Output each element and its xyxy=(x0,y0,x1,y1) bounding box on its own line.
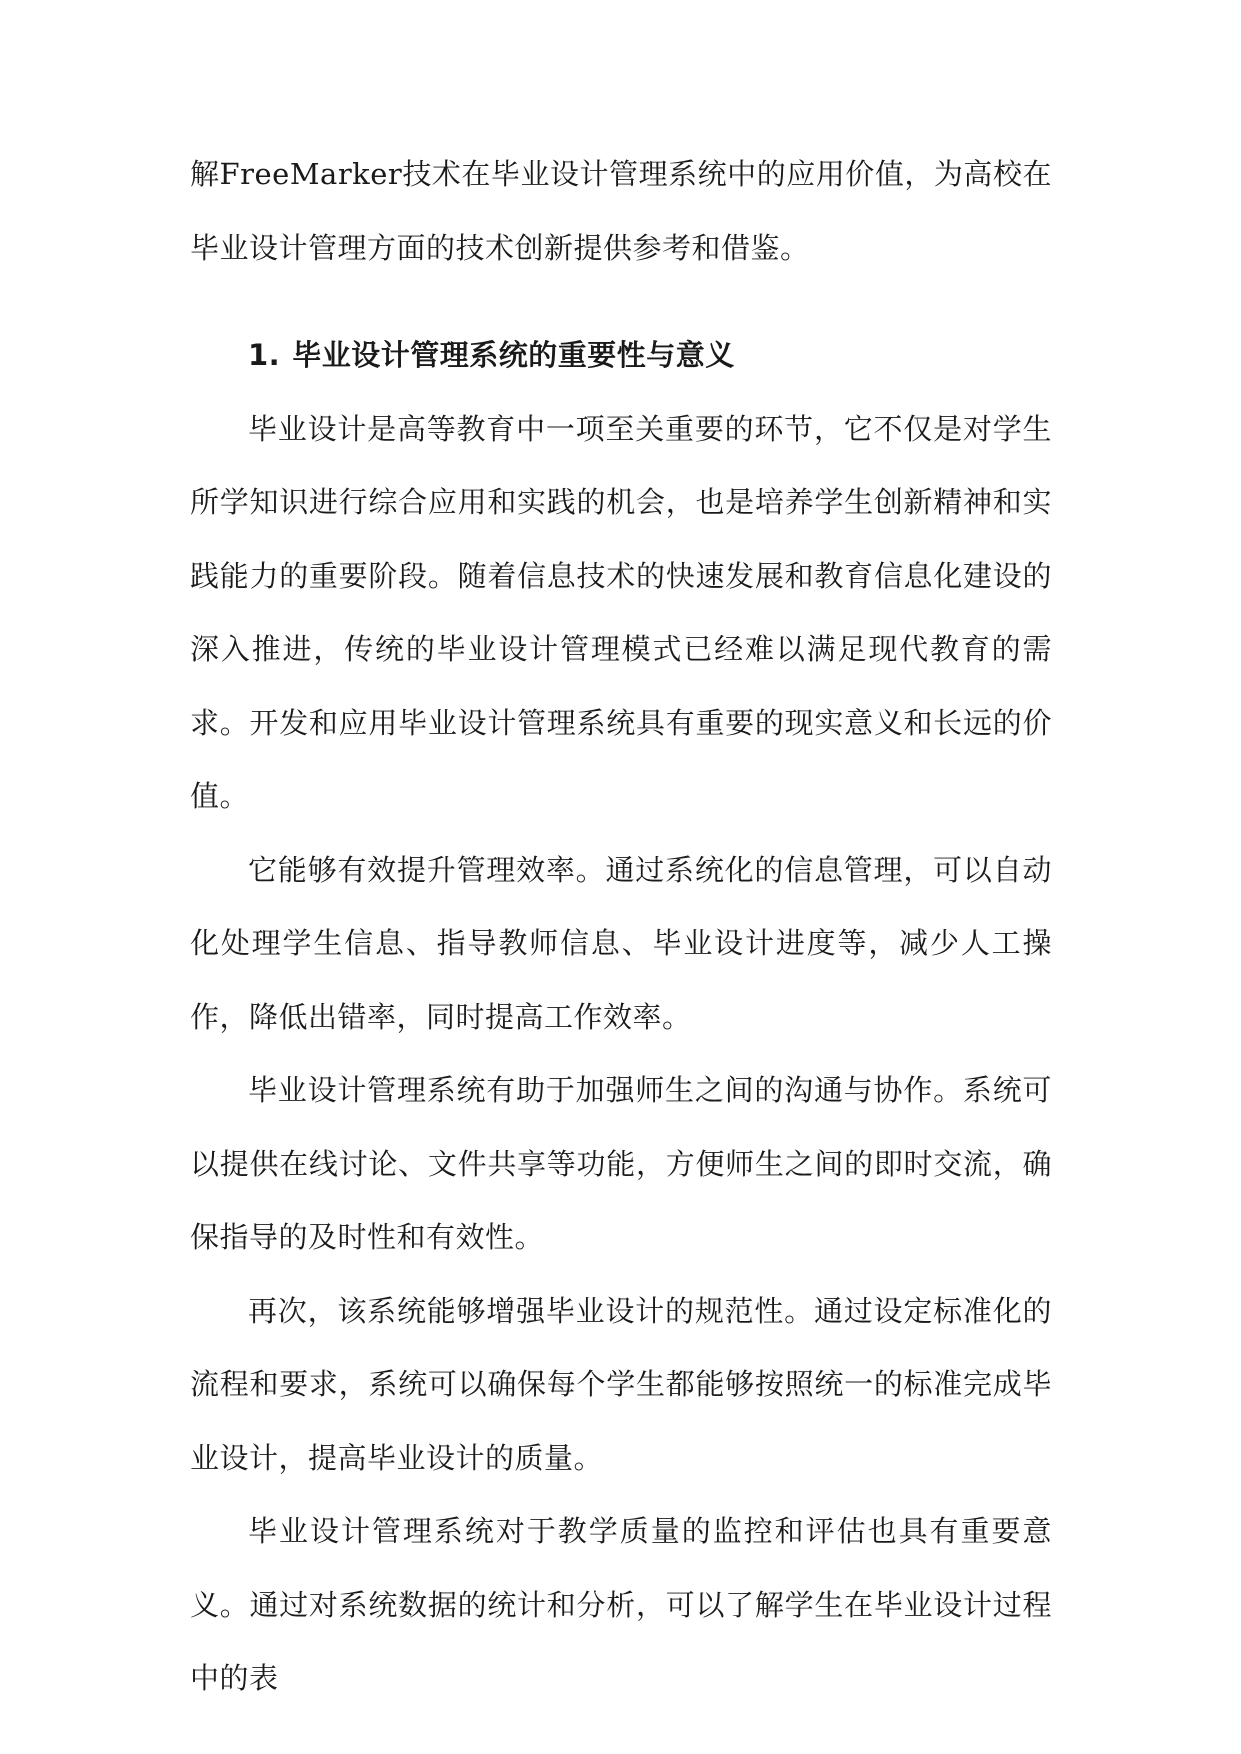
document-body xyxy=(190,138,1052,1716)
body-paragraph-5: 毕业设计管理系统对于教学质量的监控和评估也具有重要意义。通过对系统数据的统计和分析，可以了解学生在毕业设计过程中的表 xyxy=(190,1514,1052,1695)
body-paragraph-2: 它能够有效提升管理效率。通过系统化的信息管理，可以自动化处理学生信息、指导教师信息、毕业设计进度等，减少人工操作，降低出错率，同时提高工作效率。 xyxy=(190,852,1052,1034)
section-heading xyxy=(190,319,1052,393)
section-title: 毕业设计管理系统的重要性与意义 xyxy=(292,338,735,372)
section-number: 1. xyxy=(248,338,281,372)
intro-continuation-paragraph: 解FreeMarker技术在毕业设计管理系统中的应用价值，为高校在毕业设计管理方面的技术创新提供参考和借鉴。 xyxy=(190,157,1052,265)
body-paragraph-4: 再次，该系统能够增强毕业设计的规范性。通过设定标准化的流程和要求，系统可以确保每个学生都能够按照统一的标准完成毕业设计，提高毕业设计的质量。 xyxy=(190,1293,1052,1475)
body-paragraph-1: 毕业设计是高等教育中一项至关重要的环节，它不仅是对学生所学知识进行综合应用和实践的机会，也是培养学生创新精神和实践能力的重要阶段。随着信息技术的快速发展和教育信息化建设的深入推进，传统的毕业设计管理模式已经难以满足现代教育的需求。开发和应用毕业设计管理系统具有重要的现实意义和长远的价值。 xyxy=(190,411,1052,813)
body-paragraph-3: 毕业设计管理系统有助于加强师生之间的沟通与协作。系统可以提供在线讨论、文件共享等功能，方便师生之间的即时交流，确保指导的及时性和有效性。 xyxy=(190,1073,1052,1254)
